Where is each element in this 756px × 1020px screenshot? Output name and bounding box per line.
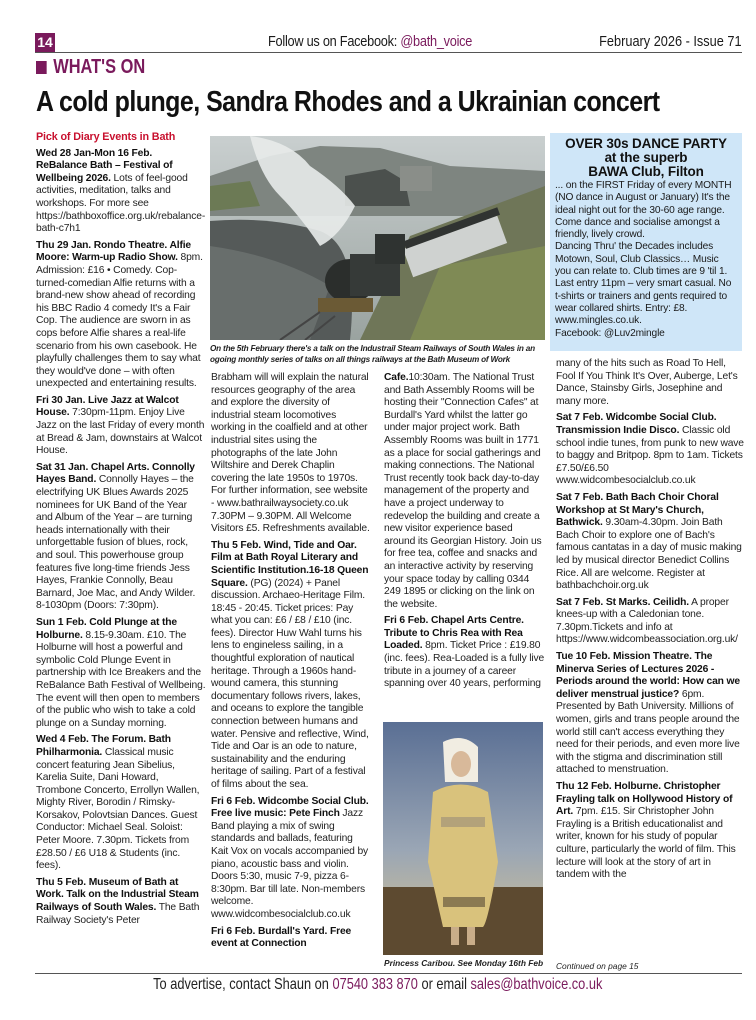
advert-details: Dancing Thru' the Decades includes Motown, Soul, Club Classics… Music you can relate to. Club times are 9 'til 1. Last entry 11pm – very smart casual. No t-shirts or trainers and gents required to wear collared shirts. Entry: £8.	[555, 241, 732, 314]
events-column-4	[556, 358, 744, 886]
event-title: Wed 4 Feb. The Forum. Bath Philharmonia.	[36, 734, 171, 758]
event-description: 6pm. Presented by Bath University. Millions of women, girls and trans people around the world still can't access everything they need for their periods, and even more live with the stigma and discrimination still attached to menstruation.	[556, 688, 740, 776]
event-item	[556, 651, 744, 777]
event-description: 7pm. £15. Sir Christopher John Frayling is a British educationalist and writer, known for his study of popular culture, particularly the world of film. This lecture will look at the story of art in tandem with the	[556, 806, 736, 881]
event-description: Jazz Band playing a mix of swing standards and ballads, featuring Kait Vox on vocals accompanied by piano, acoustic bass and violin. Doors 5:30, music 7-9, pizza 6-8:30pm. Bar till late. Non-members welcome. www.widcombesocialclub.co.uk	[211, 808, 369, 920]
footer-phone[interactable]: 07540 383 870	[332, 976, 419, 993]
portrait-caption: Princess Caribou. See Monday 16th Feb	[384, 958, 544, 968]
event-title: Fri 6 Feb. Chapel Arts Centre. Tribute to Chris Rea with Rea Loaded.	[384, 615, 524, 652]
event-title: Thu 5 Feb. Wind, Tide and Oar. Film at Bath Royal Literary and Scientific Institution.16-18 Queen Square.	[211, 539, 369, 589]
event-list	[36, 148, 206, 928]
continued-note: Continued on page 15	[556, 961, 639, 971]
event-title: Fri 6 Feb. Widcombe Social Club. Free live music: Pete Finch	[211, 795, 369, 820]
section-label	[36, 56, 145, 79]
page-number: 14	[35, 33, 55, 52]
event-item	[384, 372, 546, 611]
section-label-text: WHAT'S ON	[53, 56, 146, 78]
advert-facebook: Facebook: @Luv2mingle	[555, 327, 665, 339]
event-description: 8pm. Admission: £16 • Comedy. Cop-turned-comedian Alfie returns with a brand-new show ahead of recording his BBC Radio 4 comedy It's a Fair Cop. The audience are sworn in as cops before Alfie shares a real-life scenario from his own casebook. He playfully challenges them to say what they would've done – with often unexpected and entertaining results.	[36, 252, 203, 390]
events-column-2	[211, 372, 371, 955]
event-item	[36, 877, 206, 927]
event-item	[36, 617, 206, 730]
facebook-handle-link[interactable]: @bath_voice	[400, 33, 473, 50]
event-title: Thu 29 Jan. Rondo Theatre. Alfie Moore: Warm-up Radio Show.	[36, 239, 192, 264]
advert-title	[555, 137, 737, 179]
event-item	[556, 492, 744, 593]
event-title: Sat 7 Feb. Bath Bach Choir Choral Workshop at St Mary's Church, Bathwick.	[556, 491, 719, 529]
steam-locomotive-image	[210, 136, 545, 340]
event-list	[211, 372, 371, 951]
advert-intro: ... on the FIRST Friday of every MONTH (NO dance in August or January) It's the ideal night out for the 30-60 age range. Come dance and socialise amongst a friendly, lively crowd.	[555, 180, 732, 241]
advert-title-line: BAWA Club, Filton	[588, 164, 704, 179]
issue-info: February 2026 - Issue 71	[599, 33, 742, 50]
event-item	[211, 926, 371, 951]
advertising-footer	[0, 976, 756, 994]
footer-email-link[interactable]: sales@bathvoice.co.uk	[470, 976, 603, 993]
event-item	[36, 395, 206, 458]
event-title: Tue 10 Feb. Mission Theatre. The Minerva Series of Lectures 2026 - Periods around the world: How can we deliver menstrual justice?	[556, 651, 740, 700]
dance-party-advert	[550, 133, 742, 351]
event-description: 8pm. Ticket Price : £19.80 (inc. fees). Rea-Loaded is a fully live tribute in a journey of a career spanning over 40 years, performing	[384, 640, 545, 690]
event-title: Fri 6 Feb. Burdall's Yard. Free event at Connection	[211, 925, 352, 950]
advert-website-link[interactable]: www.mingles.co.uk.	[555, 315, 642, 327]
event-title: Thu 5 Feb. Museum of Bath at Work. Talk on the Industrial Steam Railways of South Wales.	[36, 876, 199, 914]
event-item	[556, 781, 744, 882]
event-item	[556, 412, 744, 488]
advert-title-line: at the superb	[604, 150, 688, 165]
event-description: Classic old school indie tunes, from punk to new wave to baggy and Britpop. 8pm to 1am. Tickets £7.50/£6.50 www.widcombesocialclub.co.uk	[556, 424, 744, 487]
event-item	[211, 372, 371, 536]
event-item	[211, 540, 371, 792]
event-item	[384, 615, 546, 691]
event-description: Connolly Hayes – the electrifying UK Blues Awards 2025 nominees for UK Band of the Year and Album of the Year – are turning heads internationally with their unforgettable fusion of blues, rock, and soul. This powerhouse group features five long-time friends Jess Hayes, Frankie Connolly, Beau Barnard, Joe Mac, and Andy Wilder. 8-1030pm (Doors: 7:30pm).	[36, 474, 196, 612]
event-description: A proper knees-up with a Caledonian tone. 7.30pm.Tickets and info at https://www.widcombeassociation.org.uk/	[556, 596, 738, 646]
event-title: Sat 7 Feb. St Marks. Ceilidh.	[556, 596, 689, 608]
event-description: Classical music concert featuring Jean Sibelius, Karelia Suite, Dani Howard, Trombone Concerto, Errollyn Wallen, Mighty River, Borodin / Rimsky-Korsakov, Polovtsian Dances. Guest Conductor: Michael Seal. Soloist: Peter Moore. 7.30pm. Tickets from £28.50 / £6 U18 & Students (inc. fees).	[36, 746, 200, 872]
event-description: Lots of feel-good activities, meditation, talks and workshops. For more see https://bathboxoffice.org.uk/rebalance-bath-c7h1	[36, 172, 206, 235]
portrait-painting-image	[383, 722, 543, 955]
page-headline: A cold plunge, Sandra Rhodes and a Ukrainian concert	[36, 86, 660, 118]
princess-caraboo-portrait	[383, 722, 543, 955]
event-item	[211, 796, 371, 922]
footer-prefix: To advertise, contact Shaun on	[153, 976, 333, 993]
event-title: Fri 30 Jan. Live Jazz at Walcot House.	[36, 394, 179, 419]
event-description: 7:30pm-11pm. Enjoy Live Jazz on the last Friday of every month at Bread & Jam, downstairs at Walcot House.	[36, 407, 205, 457]
event-description: many of the hits such as Road To Hell, Fool If You Think It's Over, Auberge, Let's Dance, Stainsby Girls, Josephine and many more.	[556, 358, 738, 407]
event-list	[556, 358, 744, 882]
facebook-prefix: Follow us on Facebook:	[268, 33, 401, 50]
events-column-1	[36, 131, 206, 931]
footer-middle: or email	[418, 976, 471, 993]
event-title: Sat 7 Feb. Widcombe Social Club. Transmission Indie Disco.	[556, 412, 717, 436]
advert-title-line: OVER 30s DANCE PARTY	[565, 136, 727, 151]
event-item	[36, 148, 206, 236]
railway-photo	[210, 136, 545, 340]
event-title: Sun 1 Feb. Cold Plunge at the Holburne.	[36, 616, 177, 641]
event-description: 10:30am. The National Trust and Bath Assembly Rooms will be hosting their "Connection Cafes" at Burdall's Yard whilst the latter go under major project work. Bath Assembly Rooms was built in 1771 as a place for social gatherings and making connections. The National Trust recently took back day-to-day management of the property and have a project underway to redevelop the building and create a new visitor experience based around its Georgian History. Join us for free tea, coffee and snacks and an interactive activity by reserving your space today by calling 0344 249 1895 or clicking on the link on the website.	[384, 372, 542, 610]
event-item	[36, 462, 206, 613]
header-divider	[35, 52, 742, 53]
event-item	[556, 597, 744, 647]
event-description: 8.15-9.30am. £10. The Holburne will host a powerful and symbolic Cold Plunge Event in partnership with Ice Breakers and the ReBalance Bath Festival of Wellbeing. The event will then open to members of the public who wish to take a cold plunge on a Sunday morning.	[36, 629, 206, 729]
events-column-3	[384, 372, 546, 695]
event-title: Cafe.	[384, 372, 409, 383]
event-item	[36, 734, 206, 873]
square-bullet-icon	[36, 61, 47, 74]
footer-divider	[35, 973, 742, 974]
event-description: 9.30am-4.30pm. Join Bath Bach Choir to explore one of Bach's famous cantatas in a day of music making led by musical director Benedict Collins Rice. All are welcome. Register at bathbachchoir.org.uk	[556, 517, 742, 592]
railway-photo-caption: On the 5th February there's a talk on the Industrail Steam Railways of South Wales in an ogoing monthly series of talks on all things railways at the Bath Museum of Work	[210, 344, 535, 364]
event-list	[384, 372, 546, 691]
facebook-promo	[268, 33, 472, 50]
event-item	[36, 240, 206, 391]
event-description: (PG) (2024) + Panel discussion. Archaeo-Heritage Film. 18:45 - 20:45. Ticket prices: Pay what you can: £6 / £8 / £10 (inc. fees). Director Huw Wahl turns his lens to engineless sailing, in a thoughtful exploration of nautical heritage. Through a 1960s hand-wound camera, this stunning documentary follows rivers, lakes, and oceans to explore the tangible connection between humans and water. Pensive and reflective, Wind, Tide and Oar is an ode to nature, sustainability and the enduring heritage of sailing. Part of a festival of films about the sea.	[211, 577, 369, 790]
event-item	[556, 358, 744, 408]
event-description: Brabham will will explain the natural resources geography of the area and explore the diversity of industrial steam locomotives working in the coalfield and at other industrial sites using the photographs of the late John Wiltshire and Derek Chaplin covering the late 1950s to 1970s. For further information, see website - www.bathrailwaysociety.co.uk 7.30PM – 9.30PM. All Welcome Visitors £5. Refreshments available.	[211, 372, 370, 535]
event-title: Wed 28 Jan-Mon 16 Feb. ReBalance Bath – Festival of Wellbeing 2026.	[36, 147, 173, 184]
pick-heading: Pick of Diary Events in Bath	[36, 131, 176, 143]
event-title: Thu 12 Feb. Holburne. Christopher Frayling talk on Hollywood History of Art.	[556, 781, 733, 818]
event-description: The Bath Railway Society's Peter	[36, 902, 200, 926]
event-title: Sat 31 Jan. Chapel Arts. Connolly Hayes Band.	[36, 461, 195, 486]
